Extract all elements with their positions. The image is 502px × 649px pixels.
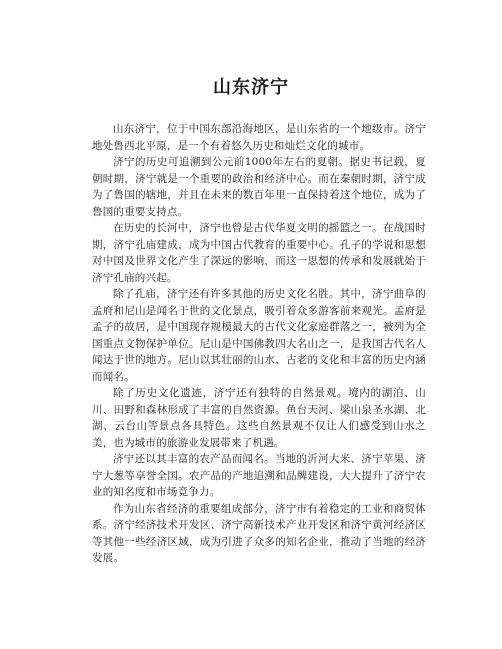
paragraph: 除了孔庙，济宁还有许多其他的历史文化名胜。其中，济宁曲阜的孟府和尼山是闻名于世的文化景点，吸引着众多游客前来观光。孟府是孟子的故居，是中国现存规模最大的古代文化家庭群落之一，被列为全国重点文物保护单位。尼山是中国佛教四大名山之一，是我国古代名人闻达于世的地方。尼山以其壮丽的山水、古老的文化和丰富的历史内涵而闻名。 (92, 288, 426, 383)
document-body (92, 121, 426, 567)
paragraph: 在历史的长河中，济宁也曾是古代华夏文明的摇篮之一。在战国时期，济宁孔庙建成，成为中国古代教育的重要中心。孔子的学说和思想对中国及世界文化产生了深远的影响，而这一思想的传承和发展就始于济宁孔庙的兴起。 (92, 222, 426, 284)
paragraph: 作为山东省经济的重要组成部分，济宁市有着稳定的工业和商贸体系。济宁经济技术开发区、济宁高新技术产业开发区和济宁黄河经济区等其他一些经济区域，成为引进了众多的知名企业，推动了当地的经济发展。 (92, 502, 426, 564)
document-title: 山东济宁 (213, 77, 289, 98)
paragraph: 山东济宁，位于中国东部沿海地区，是山东省的一个地级市。济宁地处鲁西北平原，是一个有着悠久历史和灿烂文化的城市。 (92, 123, 426, 152)
paragraph: 济宁的历史可追溯到公元前1000年左右的夏朝。据史书记载，夏朝时期，济宁就是一个重要的政治和经济中心。而在秦朝时期，济宁成为了鲁国的辖地，并且在未来的数百年里一直保持着这个地位，成为了鲁国的重要支持点。 (92, 156, 426, 218)
paragraph: 除了历史文化遗迹，济宁还有独特的自然景观。境内的湖泊、山川、田野和森林形成了丰富的自然资源。鱼台天河、梁山泉圣水湖、北湖、云台山等景点各具特色。这些自然景观不仅让人们感受到山水之美，也为城市的旅游业发展带来了机遇。 (92, 387, 426, 449)
paragraph: 济宁还以其丰富的农产品而闻名。当地的沂河大米、济宁苹果、济宁大葱等享誉全国。农产品的产地追溯和品牌建设，大大提升了济宁农业的知名度和市场竞争力。 (92, 453, 426, 498)
